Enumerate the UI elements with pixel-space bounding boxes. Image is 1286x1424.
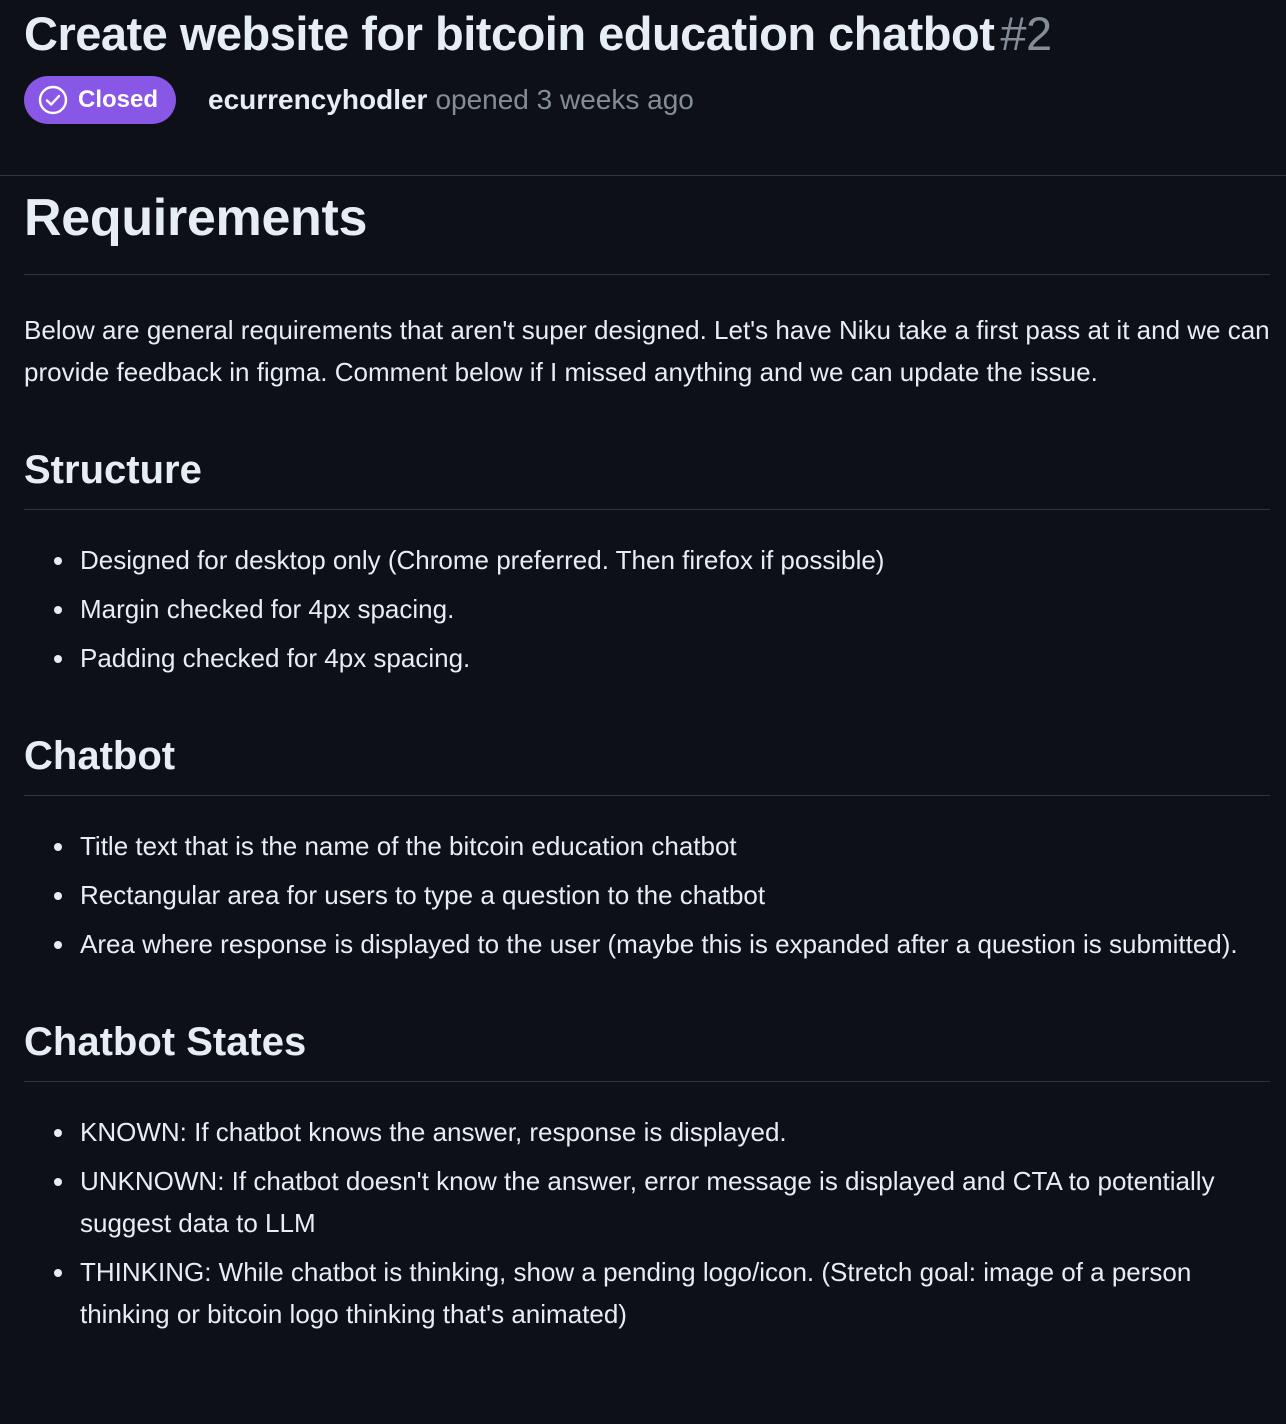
body-intro: Below are general requirements that aren't super designed. Let's have Niku take a first pass at it and we can provide feedback in figma. Comment below if I missed anything and we can update the issue. [24, 315, 1270, 387]
section-list-chatbot [24, 825, 1262, 965]
section-heading-structure: Structure [24, 445, 1270, 510]
list-item: Designed for desktop only (Chrome preferred. Then firefox if possible) [80, 539, 1250, 581]
list-item: KNOWN: If chatbot knows the answer, response is displayed. [80, 1111, 1250, 1153]
issue-header [0, 0, 1286, 176]
status-badge-label: Closed [78, 86, 159, 113]
body-heading: Requirements [24, 184, 1270, 275]
issue-meta [24, 76, 694, 124]
section-list-chatbot-states [24, 1111, 1262, 1335]
list-item: Title text that is the name of the bitcoin education chatbot [80, 825, 1250, 867]
issue-opened-info [208, 84, 694, 116]
section-heading-chatbot-states: Chatbot States [24, 1017, 1270, 1082]
author-link[interactable]: ecurrencyhodler [208, 84, 428, 115]
issue-title-text: Create website for bitcoin education chatbot [24, 7, 995, 60]
list-item: Area where response is displayed to the user (maybe this is expanded after a question is submitted). [80, 923, 1250, 965]
opened-time: opened 3 weeks ago [435, 84, 694, 115]
section-list-structure [24, 539, 1262, 679]
issue-number[interactable]: #2 [1000, 7, 1052, 60]
list-item: Rectangular area for users to type a question to the chatbot [80, 874, 1250, 916]
status-badge [24, 76, 176, 124]
list-item: Margin checked for 4px spacing. [80, 588, 1250, 630]
issue-title [24, 6, 1052, 62]
issue-body [0, 184, 1286, 1335]
list-item: THINKING: While chatbot is thinking, show a pending logo/icon. (Stretch goal: image of a person thinking or bitcoin logo thinking that's animated) [80, 1251, 1250, 1335]
list-item: Padding checked for 4px spacing. [80, 637, 1250, 679]
list-item: UNKNOWN: If chatbot doesn't know the answer, error message is displayed and CTA to potentially suggest data to LLM [80, 1160, 1250, 1244]
section-heading-chatbot: Chatbot [24, 731, 1270, 796]
check-circle-icon [38, 85, 68, 115]
